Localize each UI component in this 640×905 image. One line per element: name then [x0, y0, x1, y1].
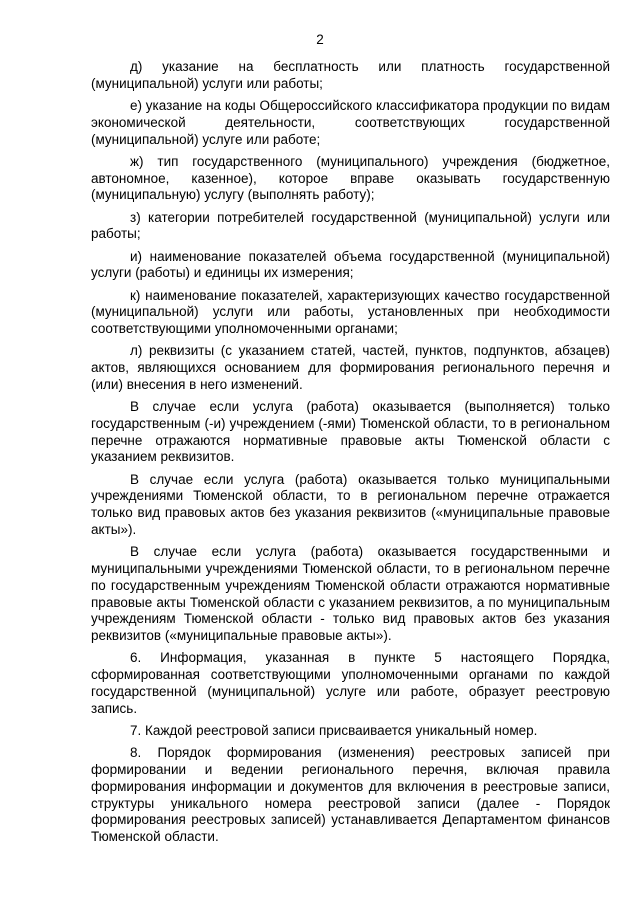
- paragraph-mixed-institutions-case: В случае если услуга (работа) оказывается государственными и муниципальными учреждениями Тюменской области, то в региональном перечне по государственным учреждениям Тюменской области отражаются нормативные правовые акты Тюменской области с указанием реквизитов, а по муниципальным учреждениям Тюменской области - только вид правовых актов без указания реквизитов («муниципальные правовые акты»).: [91, 544, 610, 644]
- paragraph-l-act-requisites: л) реквизиты (с указанием статей, частей, пунктов, подпунктов, абзацев) актов, являющихся основанием для формирования регионального перечня и (или) внесения в него изменений.: [91, 343, 610, 392]
- paragraph-k-quality-indicators: к) наименование показателей, характеризующих качество государственной (муниципальной) услуги или работы, установленных при необходимости соответствующими уполномоченными органами;: [91, 287, 610, 337]
- page-number: 2: [316, 32, 324, 47]
- paragraph-8-record-procedure: 8. Порядок формирования (изменения) реестровых записей при формировании и ведении регионального перечня, включая правила формирования информации и документов для включения в реестровые записи, структуры уникального номера реестровой записи (далее - Порядок формирования реестровых записей) устанавливается Департаментом финансов Тюменской области.: [91, 745, 610, 845]
- paragraph-state-institutions-case: В случае если услуга (работа) оказывается (выполняется) только государственным (-и) учреждением (-ями) Тюменской области, то в региональном перечне отражаются нормативные правовые акты Тюменской области с указанием реквизитов.: [91, 399, 610, 465]
- document-body: [91, 59, 610, 851]
- paragraph-6-registry-record: 6. Информация, указанная в пункте 5 настоящего Порядка, сформированная соответствующими уполномоченными органами по каждой государственной (муниципальной) услуге или работе, образует реестровую запись.: [91, 650, 610, 716]
- paragraph-municipal-institutions-case: В случае если услуга (работа) оказывается только муниципальными учреждениями Тюменской области, то в региональном перечне отражается только вид правовых актов без указания реквизитов («муниципальные правовые акты»).: [91, 471, 610, 538]
- paragraph-zh-institution-type: ж) тип государственного (муниципального) учреждения (бюджетное, автономное, казенное), которое вправе оказывать государственную (муниципальную) услугу (выполнять работу);: [91, 153, 610, 203]
- paragraph-d-free-or-paid: д) указание на бесплатность или платность государственной (муниципальной) услуги или работы;: [91, 59, 610, 91]
- paragraph-i-volume-indicators: и) наименование показателей объема государственной (муниципальной) услуги (работы) и единицы их измерения;: [91, 248, 610, 281]
- paragraph-e-classifier-codes: е) указание на коды Общероссийского классификатора продукции по видам экономической деятельности, соответствующих государственной (муниципальной) услуге или работе;: [91, 97, 610, 147]
- paragraph-7-unique-number: 7. Каждой реестровой записи присваивается уникальный номер.: [130, 722, 538, 738]
- paragraph-z-consumer-categories: з) категории потребителей государственной (муниципальной) услуги или работы;: [91, 209, 610, 242]
